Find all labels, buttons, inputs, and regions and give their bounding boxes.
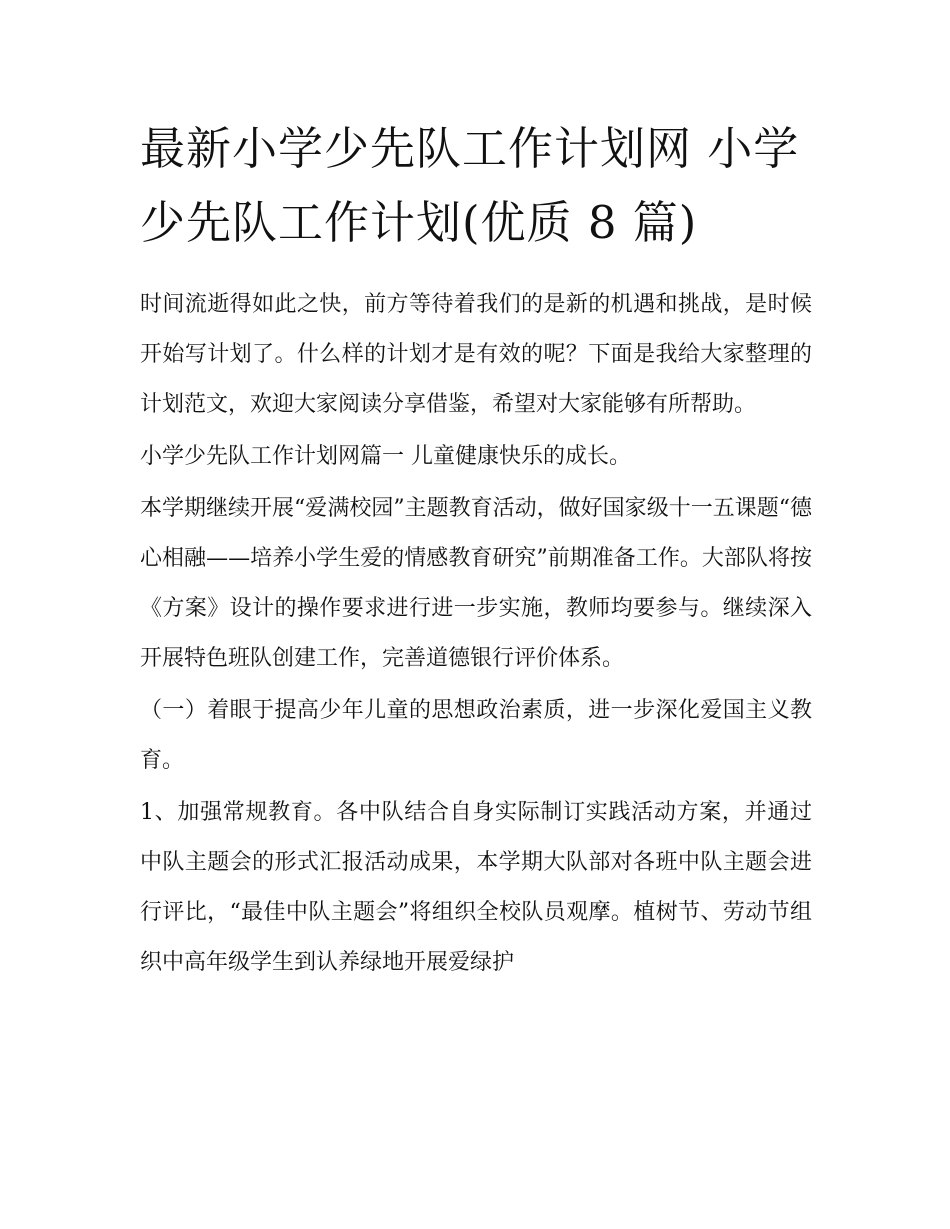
paragraph-item-heading: （一）着眼于提高少年儿童的思想政治素质，进一步深化爱国主义教育。 (140, 698, 812, 773)
paragraph-routine-education: 1、加强常规教育。各中队结合自身实际制订实践活动方案，并通过中队主题会的形式汇报活动成果，本学期大队部对各班中队主题会进行评比，“最佳中队主题会”将组织全校队员观摩。植树节、劳动节组织中高年级学生到认养绿地开展爱绿护 (140, 800, 812, 975)
paragraph-section-heading: 小学少先队工作计划网篇一 儿童健康快乐的成长。 (140, 444, 631, 469)
paragraph-intro: 时间流逝得如此之快，前方等待着我们的是新的机遇和挑战，是时候开始写计划了。什么样的计划才是有效的呢？下面是我给大家整理的计划范文，欢迎大家阅读分享借鉴，希望对大家能够有所帮助。 (140, 292, 812, 417)
document-body (140, 112, 812, 990)
paragraph-activity: 本学期继续开展“爱满校园”主题教育活动，做好国家级十一五课题“德心相融——培养小学生爱的情感教育研究”前期准备工作。大部队将按《方案》设计的操作要求进行进一步实施，教师均要参与。继续深入开展特色班队创建工作，完善道德银行评价体系。 (140, 496, 812, 671)
document-title: 最新小学少先队工作计划网 小学少先队工作计划(优质 8 篇) (140, 122, 800, 249)
